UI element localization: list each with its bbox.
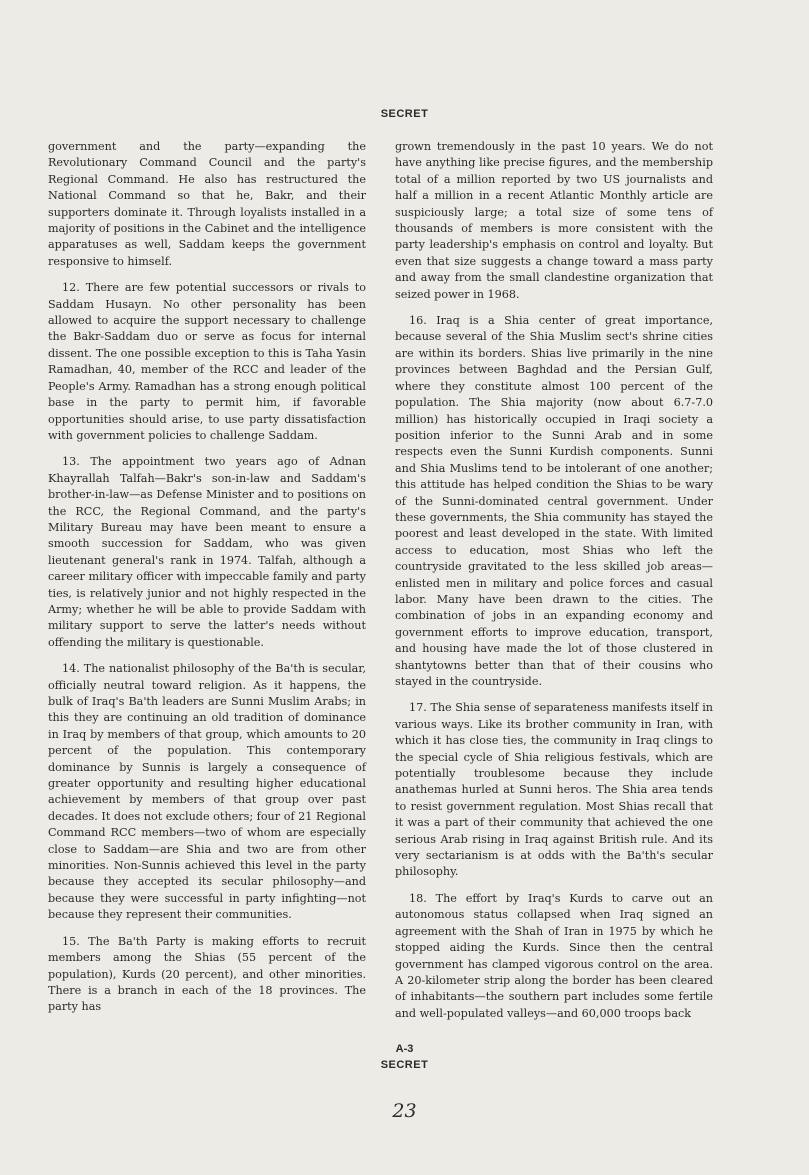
- paragraph-18: 18. The effort by Iraq's Kurds to carve out an autonomous status collapsed when Iraq signed an agreement with the Shah of Iran in 1975 by which he stopped aiding the Kurds. Since then the central government has clamped vigorous control on the area. A 20-kilometer strip along the border has been cleared of inhabitants—the southern part includes some fertile and well-populated valleys—and 60,000 troops back: [395, 891, 713, 1020]
- paragraph-15: 15. The Ba'th Party is making efforts to recruit members among the Shias (55 percent of the population), Kurds (20 percent), and other minorities. There is a branch in each of the 18 provinces. The party has: [48, 934, 366, 1014]
- paragraph-13: 13. The appointment two years ago of Adnan Khayrallah Talfah—Bakr's son-in-law and Saddam's brother-in-law—as Defense Minister and to positions on the RCC, the Regional Command, and the party's Military Bureau may have been meant to ensure a smooth succession for Saddam, who was given lieutenant general's rank in 1974. Talfah, although a career military officer with impeccable family and party ties, is relatively junior and not highly respected in the Army; whether he will be able to provide Saddam with military support to serve the latter's needs without offending the military is questionable.: [48, 455, 366, 649]
- paragraph-15-continuation: grown tremendously in the past 10 years. We do not have anything like precise figures, and the membership total of a million reported by two US journalists and half a million in a recent Atlantic Monthly article are suspiciously large; a total size of some tens of thousands of members is more consistent with the party leadership's emphasis on control and loyalty. But even that size suggests a change toward a mass party and away from the small clandestine organization that seized power in 1968.: [395, 140, 713, 301]
- paragraph-17: 17. The Shia sense of separateness manifests itself in various ways. Like its brother community in Iran, with which it has close ties, the community in Iraq clings to the special cycle of Shia religious festivals, which are potentially troublesome because they include anathemas hurled at Sunni heros. The Shia area tends to resist government regulation. Most Shias recall that it was a part of their community that achieved the one serious Arab rising in Iraq against British rule. And its very sectarianism is at odds with the Ba'th's secular philosophy.: [395, 701, 713, 879]
- classification-header: SECRET: [380, 108, 429, 120]
- left-column: [48, 139, 366, 1016]
- paragraph-continuation: government and the party—expanding the Revolutionary Command Council and the party's Regional Command. He also has restructured the National Command so that he, Bakr, and their supporters dominate it. Through loyalists installed in a majority of positions in the Cabinet and the intelligence apparatuses as well, Saddam keeps the government responsive to himself.: [48, 140, 366, 268]
- page-id: A-3: [395, 1043, 414, 1055]
- paragraph-16: 16. Iraq is a Shia center of great importance, because several of the Shia Muslim sect's shrine cities are within its borders. Shias live primarily in the nine provinces between Baghdad and the Persian Gulf, where they constitute almost 100 percent of the population. The Shia majority (now about 6.7-7.0 million) has historically occupied in Iraqi society a position inferior to the Sunni Arab and in some respects even the Sunni Kurdish components. Sunni and Shia Muslims tend to be intolerant of one another; this attitude has helped condition the Shias to be wary of the Sunni-dominated central government. Under these governments, the Shia community has stayed the poorest and least developed in the state. With limited access to education, most Shias who left the countryside gravitated to the less skilled job areas—enlisted men in military and police forces and casual labor. Many have been drawn to the cities. The combination of jobs in an expanding economy and government efforts to improve education, transport, and housing have made the lot of those clustered in shantytowns better than that of their cousins who stayed in the countryside.: [395, 314, 713, 688]
- classification-footer: SECRET: [380, 1059, 429, 1071]
- paragraph-12: 12. There are few potential successors or rivals to Saddam Husayn. No other personality has been allowed to acquire the support necessary to challenge the Bakr-Saddam duo or serve as focus for internal dissent. The one possible exception to this is Taha Yasin Ramadhan, 40, member of the RCC and leader of the People's Army. Ramadhan has a strong enough political base in the party to permit him, if favorable opportunities should arise, to use party dissatisfaction with government policies to challenge Saddam.: [48, 281, 366, 442]
- paragraph-14: 14. The nationalist philosophy of the Ba'th is secular, officially neutral toward religion. As it happens, the bulk of Iraq's Ba'th leaders are Sunni Muslim Arabs; in this they are continuing an old tradition of dominance in Iraq by members of that group, which amounts to 20 percent of the population. This contemporary dominance by Sunnis is largely a consequence of greater opportunity and resulting higher educational achievement by members of that group over past decades. It does not exclude others; four of 21 Regional Command RCC members—two of whom are especially close to Saddam—are Shia and two are from other minorities. Non-Sunnis achieved this level in the party because they accepted its secular philosophy—and because they were successful in party infighting—not because they represent their communities.: [48, 662, 366, 922]
- page-number: 23: [392, 1100, 417, 1122]
- right-column: [395, 139, 713, 1022]
